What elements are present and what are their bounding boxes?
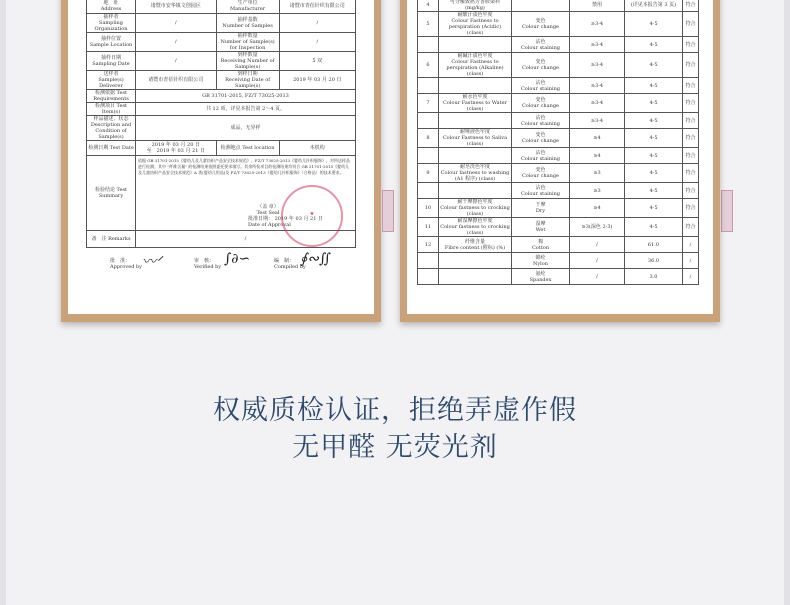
test-result-cell [439,37,512,53]
requirement-label: 检测依据 Test Requirements [87,90,136,103]
remarks-label: 备 注 Remarks [87,231,136,248]
test-result-cell: 符合 [683,94,699,113]
test-result-cell: 9 [418,164,439,183]
test-result-row [418,78,699,94]
test-result-cell: 纤维含量 Fibre content (附标) (%) [439,237,512,253]
test-result-row [418,148,699,164]
header-no: 4 [418,0,439,12]
test-result-cell: 3.0 [625,269,683,285]
test-result-cell: 耐皂洗色牢度 Colour fastness to washing (A1 程序) (class) [439,164,512,183]
header-note: (详见本报告第 3 页) [625,0,683,12]
headline-no-formaldehyde: 无甲醛 无荧光剂 [292,432,498,463]
test-result-cell [418,269,439,285]
signature-row [90,251,360,295]
test-result-cell: 沾色 Colour staining [512,183,570,199]
left-info-cell: 抽样日期 Sampling Date [87,52,136,71]
test-result-cell: 符合 [683,78,699,94]
left-info-cell: 抽样位置 Sample Location [87,33,136,52]
compiled-by-label: 编 制： Compiled by [274,258,306,270]
test-result-cell: 4-5 [625,199,683,218]
test-result-cell: 符合 [683,113,699,129]
location-value: 本机构 [279,141,355,156]
left-info-cell: 送样者 Sample(s) Deliverer [87,71,136,90]
test-result-row [418,53,699,78]
test-result-cell: ≥3-4 [570,94,625,113]
test-result-cell: 变色 Colour change [512,12,570,37]
test-result-cell: 沾色 Colour staining [512,37,570,53]
test-result-cell: 耐唾液色牢度 Colour Fastness to Saliva (class) [439,129,512,148]
test-result-cell: 耐水色牢度 Colour Fastness to Water (class) [439,94,512,113]
left-info-cell: 诸暨市青莅针织有限公司 [136,71,217,90]
test-result-cell [418,113,439,129]
test-result-cell: 5 [418,12,439,37]
test-result-cell [439,269,512,285]
left-info-row [87,71,356,90]
test-result-cell: 耐酸汗渍色牢度 Colour Fastness to perspiration (Acidic) (class) [439,12,512,37]
approval-en-label: Date of Approval [248,222,291,228]
left-page-seal-edge [382,190,394,232]
summary-label: 检验结论 Test Summary [87,156,136,231]
header-result: 符合 [683,0,699,12]
test-result-cell: ≥4 [570,129,625,148]
test-result-row [418,113,699,129]
left-certificate-paper [68,0,374,314]
test-result-cell [418,148,439,164]
test-result-cell: 符合 [683,37,699,53]
test-result-cell: 符合 [683,129,699,148]
test-result-cell: 耐湿摩擦色牢度 Colour fastness to crocking (class) [440,218,510,236]
test-result-cell: 符合 [683,199,699,218]
verified-by-label: 审 核： Verified by [194,258,222,270]
approval-label: 批准日期： [248,216,274,222]
test-result-cell: 湿摩 Wet [512,218,570,237]
test-result-row [418,237,699,253]
test-result-cell: ≥3 [570,164,625,183]
test-result-cell: / [570,237,625,253]
test-result-cell: 沾色 Colour staining [512,78,570,94]
test-result-cell: 4-5 [625,94,683,113]
test-result-cell: 符合 [683,148,699,164]
test-result-cell: 符合 [683,164,699,183]
test-result-row [418,94,699,113]
test-result-cell: 4-5 [625,53,683,78]
test-result-cell: 4-5 [625,164,683,183]
condition-label: 样品描述、状态 Description and Condition of Sample(s) [87,116,136,141]
test-result-cell: 4-5 [625,129,683,148]
test-result-cell [439,253,512,269]
test-result-cell [439,78,512,94]
left-info-cell: 诸暨市安华镇文创园区 [136,0,217,14]
test-result-cell [418,183,439,199]
test-result-cell: 耐干摩擦色牢度 Colour fastness to crocking (class) [440,199,510,217]
test-result-row [418,253,699,269]
test-result-cell: 6 [418,53,439,78]
test-result-cell: 变色 Colour change [512,53,570,78]
compiler-signature: ∮∾∬ [300,251,331,267]
left-info-cell: / [136,14,217,33]
test-result-cell: 4-5 [625,218,683,237]
test-result-cell: / [683,253,699,269]
test-result-cell: 锦纶 Nylon [512,253,570,269]
header-req: 禁用 [570,0,625,12]
test-result-cell: 7 [418,94,439,113]
test-result-row [418,37,699,53]
test-result-cell: ≥3 [570,183,625,199]
seal-text: （盖 章） Test Seal [256,204,280,216]
left-info-cell: / [136,52,217,71]
certification-stamp: ★ [281,185,343,247]
test-result-row [418,12,699,37]
right-page-seal-edge [721,190,733,232]
items-label: 检测项目 Test Item(s) [87,103,136,116]
test-result-cell: 变色 Colour change [512,94,570,113]
left-info-row [87,33,356,52]
test-result-row [418,269,699,285]
date-label: 检测日期 Test Date [87,141,136,156]
test-result-cell: / [570,253,625,269]
condition-value: 成品，无异样 [136,116,356,141]
test-result-cell: / [683,237,699,253]
test-result-cell [418,253,439,269]
left-info-cell: 抽样数量 Number of Sample(s) for Inspection [216,33,279,52]
left-certificate-frame [61,0,381,322]
remarks-value: / [136,231,356,248]
test-result-cell: 变色 Colour change [512,129,570,148]
approval-date: 2019 年 03 月 21 日 [274,216,324,222]
test-result-cell: 符合 [683,218,699,237]
left-info-row [87,52,356,71]
test-result-cell [418,78,439,94]
test-result-cell: 4-5 [625,183,683,199]
test-result-cell: ≥3-4 [570,12,625,37]
left-info-cell: 抽样者 Sampling Organization [87,14,136,33]
test-result-cell: ≥3-4 [570,37,625,53]
test-result-cell: 符合 [683,53,699,78]
test-result-cell: / [570,269,625,285]
approved-by-label: 批 准： Approved by [110,258,143,270]
headline-authority: 权威质检认证，拒绝弄虚作假 [213,395,577,426]
test-result-cell: 36.0 [625,253,683,269]
items-value: 共 12 项，详见本报告第 2～4 页。 [136,103,356,116]
test-result-cell: 12 [418,237,439,253]
page-left-edge [0,0,6,605]
test-result-cell: 耐碱汗渍色牢度 Colour Fastness to perspiration (Alkaline) (class) [439,53,512,78]
test-result-row [418,129,699,148]
test-result-cell: 11 [418,218,439,237]
right-certificate-frame [400,0,720,322]
test-result-cell [439,183,512,199]
left-info-cell: 2019 年 03 月 20 日 [279,71,355,90]
test-result-cell: 4-5 [625,12,683,37]
left-info-row [87,0,356,14]
summary-text: 依据 GB 31701-2015《婴幼儿及儿童纺织产品安全技术规范》、FZ/T 73025-2013《婴幼儿针织服饰》，对所送样品进行检测。其中 "纤维含量" 的检测结果依照委托要求填写。其余所检项目的检测结果均符合 GB 31701-2015《婴幼儿及儿童纺织产品安全技术规范》A 类(婴幼儿用品)及 FZ/T 73025-2013《婴幼儿针织服饰》（合格品）的技术要求。 [138,158,351,175]
test-result-cell: 干摩 Dry [512,199,570,218]
test-result-cell: ≥4 [570,199,625,218]
test-result-cell: ≥3-4 [570,53,625,78]
header-sub [512,0,570,12]
test-result-cell: ≥4 [570,148,625,164]
left-info-cell: 生产单位 Manufacturer [216,0,279,14]
date-value: 2019 年 03 月 20 日 至 2019 年 03 月 21 日 [136,141,217,156]
header-item: 可分解致癌芳香胺染料 (mg/kg) [439,0,512,12]
left-info-row [87,14,356,33]
test-result-cell: 4-5 [625,37,683,53]
test-result-cell: ≥3-4 [570,78,625,94]
test-result-cell: 4-5 [625,113,683,129]
test-result-row [418,164,699,183]
left-info-cell: / [279,14,355,33]
left-info-cell: 地 址 Address [87,0,136,14]
left-info-cell: / [136,33,217,52]
test-result-cell [439,113,512,129]
left-info-cell: 抽样基数 Number of Samples [216,14,279,33]
test-result-cell: 棉 Cotton [512,237,570,253]
location-label: 检测地点 Test location [216,141,279,156]
requirement-value: GB 31701-2015, FZ/T 73025-2013 [136,90,356,103]
page-right-edge [784,0,790,605]
right-certificate-paper [407,0,713,314]
test-result-cell: 8 [418,129,439,148]
verifier-signature: ∫∂∽ [224,251,251,267]
test-result-cell: ≥3(深色 2-3) [570,218,625,237]
test-result-cell: 沾色 Colour staining [512,148,570,164]
test-result-row [418,218,699,237]
test-result-cell [439,148,512,164]
right-certificate-table [417,0,699,285]
test-result-row [418,199,699,218]
test-result-cell: 符合 [683,12,699,37]
test-result-cell: 10 [418,199,439,218]
left-info-cell: 5 双 [279,52,355,71]
test-result-cell: 变色 Colour change [512,164,570,183]
test-result-cell: 4-5 [625,148,683,164]
left-info-cell: 诸暨市青莅针织有限公司 [279,0,355,14]
approver-signature: 〰ᐟ [142,254,162,270]
test-result-cell: 沾色 Colour staining [512,113,570,129]
test-result-cell [418,37,439,53]
test-result-cell: ≥3-4 [570,113,625,129]
test-result-row [418,183,699,199]
left-info-cell: 到样日期 Receiving Date of Sample(s) [216,71,279,90]
test-result-cell: 4-5 [625,78,683,94]
left-info-cell: 到样数量 Receiving Number of Sample(s) [216,52,279,71]
left-info-cell: / [279,33,355,52]
test-result-cell: / [683,269,699,285]
test-result-cell: 符合 [683,183,699,199]
test-result-cell: 氨纶 Spandex [512,269,570,285]
test-result-cell: 61.0 [625,237,683,253]
